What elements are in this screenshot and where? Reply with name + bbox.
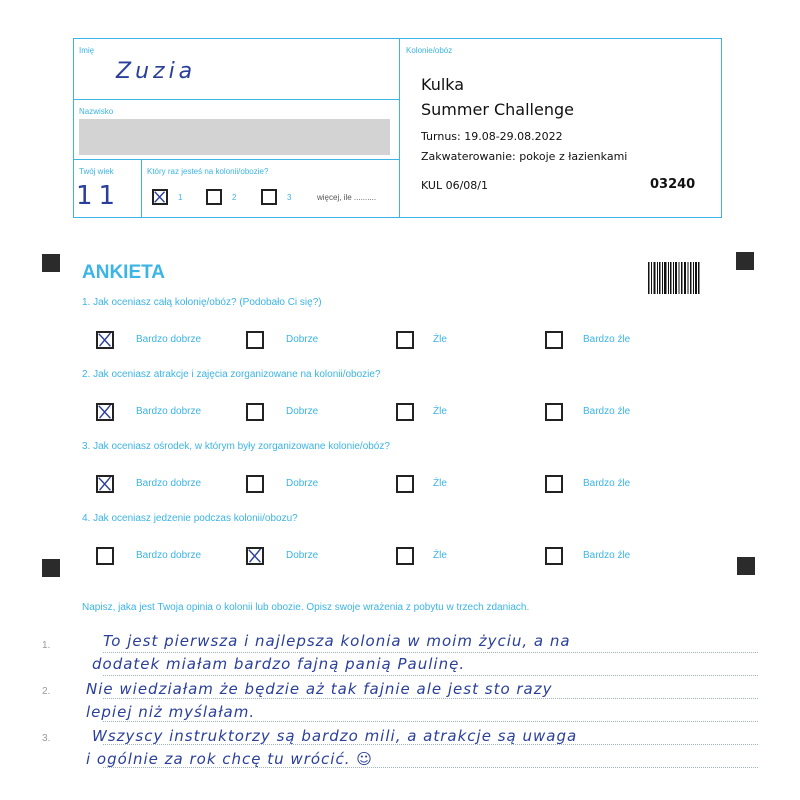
- rating-option-label: Źle: [433, 334, 447, 345]
- rating-checkbox[interactable]: [96, 403, 114, 421]
- rating-checkbox[interactable]: [96, 547, 114, 565]
- age-divider: [141, 159, 142, 217]
- check-x-icon: [98, 405, 112, 419]
- times-checkbox-2[interactable]: [206, 189, 222, 205]
- rating-checkbox[interactable]: [246, 475, 264, 493]
- handwritten-line-6: i ogólnie za rok chcę tu wrócić. ☺: [86, 750, 373, 768]
- header-divider: [399, 39, 400, 217]
- times-checkbox-1[interactable]: [152, 189, 168, 205]
- question-text: 1. Jak oceniasz całą kolonię/obóz? (Podobało Ci się?): [82, 297, 322, 308]
- check-x-icon: [98, 333, 112, 347]
- rating-option-label: Bardzo źle: [583, 334, 631, 345]
- rating-checkbox[interactable]: [246, 331, 264, 349]
- accommodation: Zakwaterowanie: pokoje z łazienkami: [421, 150, 628, 163]
- question-text: 4. Jak oceniasz jedzenie podczas kolonii/obozu?: [82, 513, 298, 524]
- rating-option-label: Bardzo źle: [583, 478, 631, 489]
- rating-checkbox[interactable]: [396, 475, 414, 493]
- rating-checkbox[interactable]: [396, 547, 414, 565]
- name-row-divider: [74, 99, 399, 100]
- anchor-bottom-left: [42, 559, 60, 577]
- name-label: Imię: [79, 46, 95, 55]
- question-text: 2. Jak oceniasz atrakcje i zajęcia zorganizowane na kolonii/obozie?: [82, 369, 381, 380]
- rating-option-label: Dobrze: [286, 478, 319, 489]
- rating-checkbox[interactable]: [246, 547, 264, 565]
- rating-checkbox[interactable]: [545, 547, 563, 565]
- redacted-surname: [79, 119, 390, 155]
- rating-option-label: Bardzo źle: [583, 550, 631, 561]
- handwritten-line-3: Nie wiedziałam że będzie aż tak fajnie ale jest sto razy: [86, 680, 553, 698]
- rating-checkbox[interactable]: [96, 331, 114, 349]
- handwritten-line-1: To jest pierwsza i najlepsza kolonia w moim życiu, a na: [103, 632, 571, 650]
- times-checkbox-3[interactable]: [261, 189, 277, 205]
- rating-option-label: Dobrze: [286, 550, 319, 561]
- rating-option-label: Bardzo dobrze: [136, 406, 202, 417]
- rating-option-label: Źle: [433, 550, 447, 561]
- question-text: 3. Jak oceniasz ośrodek, w którym były zorganizowane kolonie/obóz?: [82, 441, 390, 452]
- camp-code: KUL 06/08/1: [421, 179, 488, 192]
- times-more: więcej, ile ..........: [317, 193, 377, 202]
- age-label: Twój wiek: [79, 167, 114, 176]
- form-number: 03240: [650, 177, 696, 192]
- rating-option-label: Dobrze: [286, 406, 319, 417]
- rating-option-label: Źle: [433, 406, 447, 417]
- handwritten-line-4: lepiej niż myślałam.: [86, 703, 256, 721]
- camp-subtitle: Summer Challenge: [421, 100, 574, 119]
- survey-title: ANKIETA: [82, 262, 166, 283]
- rating-option-label: Bardzo dobrze: [136, 334, 202, 345]
- times-label: Który raz jesteś na kolonii/obozie?: [147, 167, 269, 176]
- surname-row-divider: [74, 159, 399, 160]
- rating-option-label: Bardzo źle: [583, 406, 631, 417]
- rating-checkbox[interactable]: [545, 475, 563, 493]
- answer-line: [103, 721, 758, 722]
- line-number-2: 2.: [42, 686, 51, 697]
- rating-checkbox[interactable]: [545, 331, 563, 349]
- rating-option-label: Bardzo dobrze: [136, 478, 202, 489]
- barcode: [648, 262, 700, 294]
- header-box: [73, 38, 722, 218]
- handwritten-line-5: Wszyscy instruktorzy są bardzo mili, a atrakcje są uwaga: [92, 727, 578, 745]
- anchor-top-left: [42, 254, 60, 272]
- anchor-bottom-right: [737, 557, 755, 575]
- rating-checkbox[interactable]: [96, 475, 114, 493]
- check-x-icon: [154, 191, 166, 203]
- rating-checkbox[interactable]: [545, 403, 563, 421]
- camp-name: Kulka: [421, 75, 465, 94]
- handwritten-line-2: dodatek miałam bardzo fajną panią Paulinę.: [92, 655, 466, 673]
- rating-checkbox[interactable]: [396, 331, 414, 349]
- surname-label: Nazwisko: [79, 107, 114, 116]
- age-value: 11: [76, 181, 122, 211]
- anchor-top-right: [736, 252, 754, 270]
- check-x-icon: [98, 477, 112, 491]
- turnus: Turnus: 19.08-29.08.2022: [421, 130, 563, 143]
- line-number-3: 3.: [42, 733, 51, 744]
- times-option-1: 1: [178, 193, 183, 202]
- name-value: Zuzia: [116, 59, 197, 84]
- rating-option-label: Źle: [433, 478, 447, 489]
- line-number-1: 1.: [42, 640, 51, 651]
- rating-checkbox[interactable]: [396, 403, 414, 421]
- answer-line: [103, 698, 758, 699]
- rating-option-label: Bardzo dobrze: [136, 550, 202, 561]
- answer-line: [103, 652, 758, 653]
- times-option-3: 3: [287, 193, 292, 202]
- rating-checkbox[interactable]: [246, 403, 264, 421]
- times-option-2: 2: [232, 193, 237, 202]
- opinion-prompt: Napisz, jaka jest Twoja opinia o kolonii lub obozie. Opisz swoje wrażenia z pobytu w trzech zdaniach.: [82, 602, 530, 613]
- camp-label: Kolonie/obóz: [406, 46, 453, 55]
- rating-option-label: Dobrze: [286, 334, 319, 345]
- check-x-icon: [248, 549, 262, 563]
- answer-line: [103, 675, 758, 676]
